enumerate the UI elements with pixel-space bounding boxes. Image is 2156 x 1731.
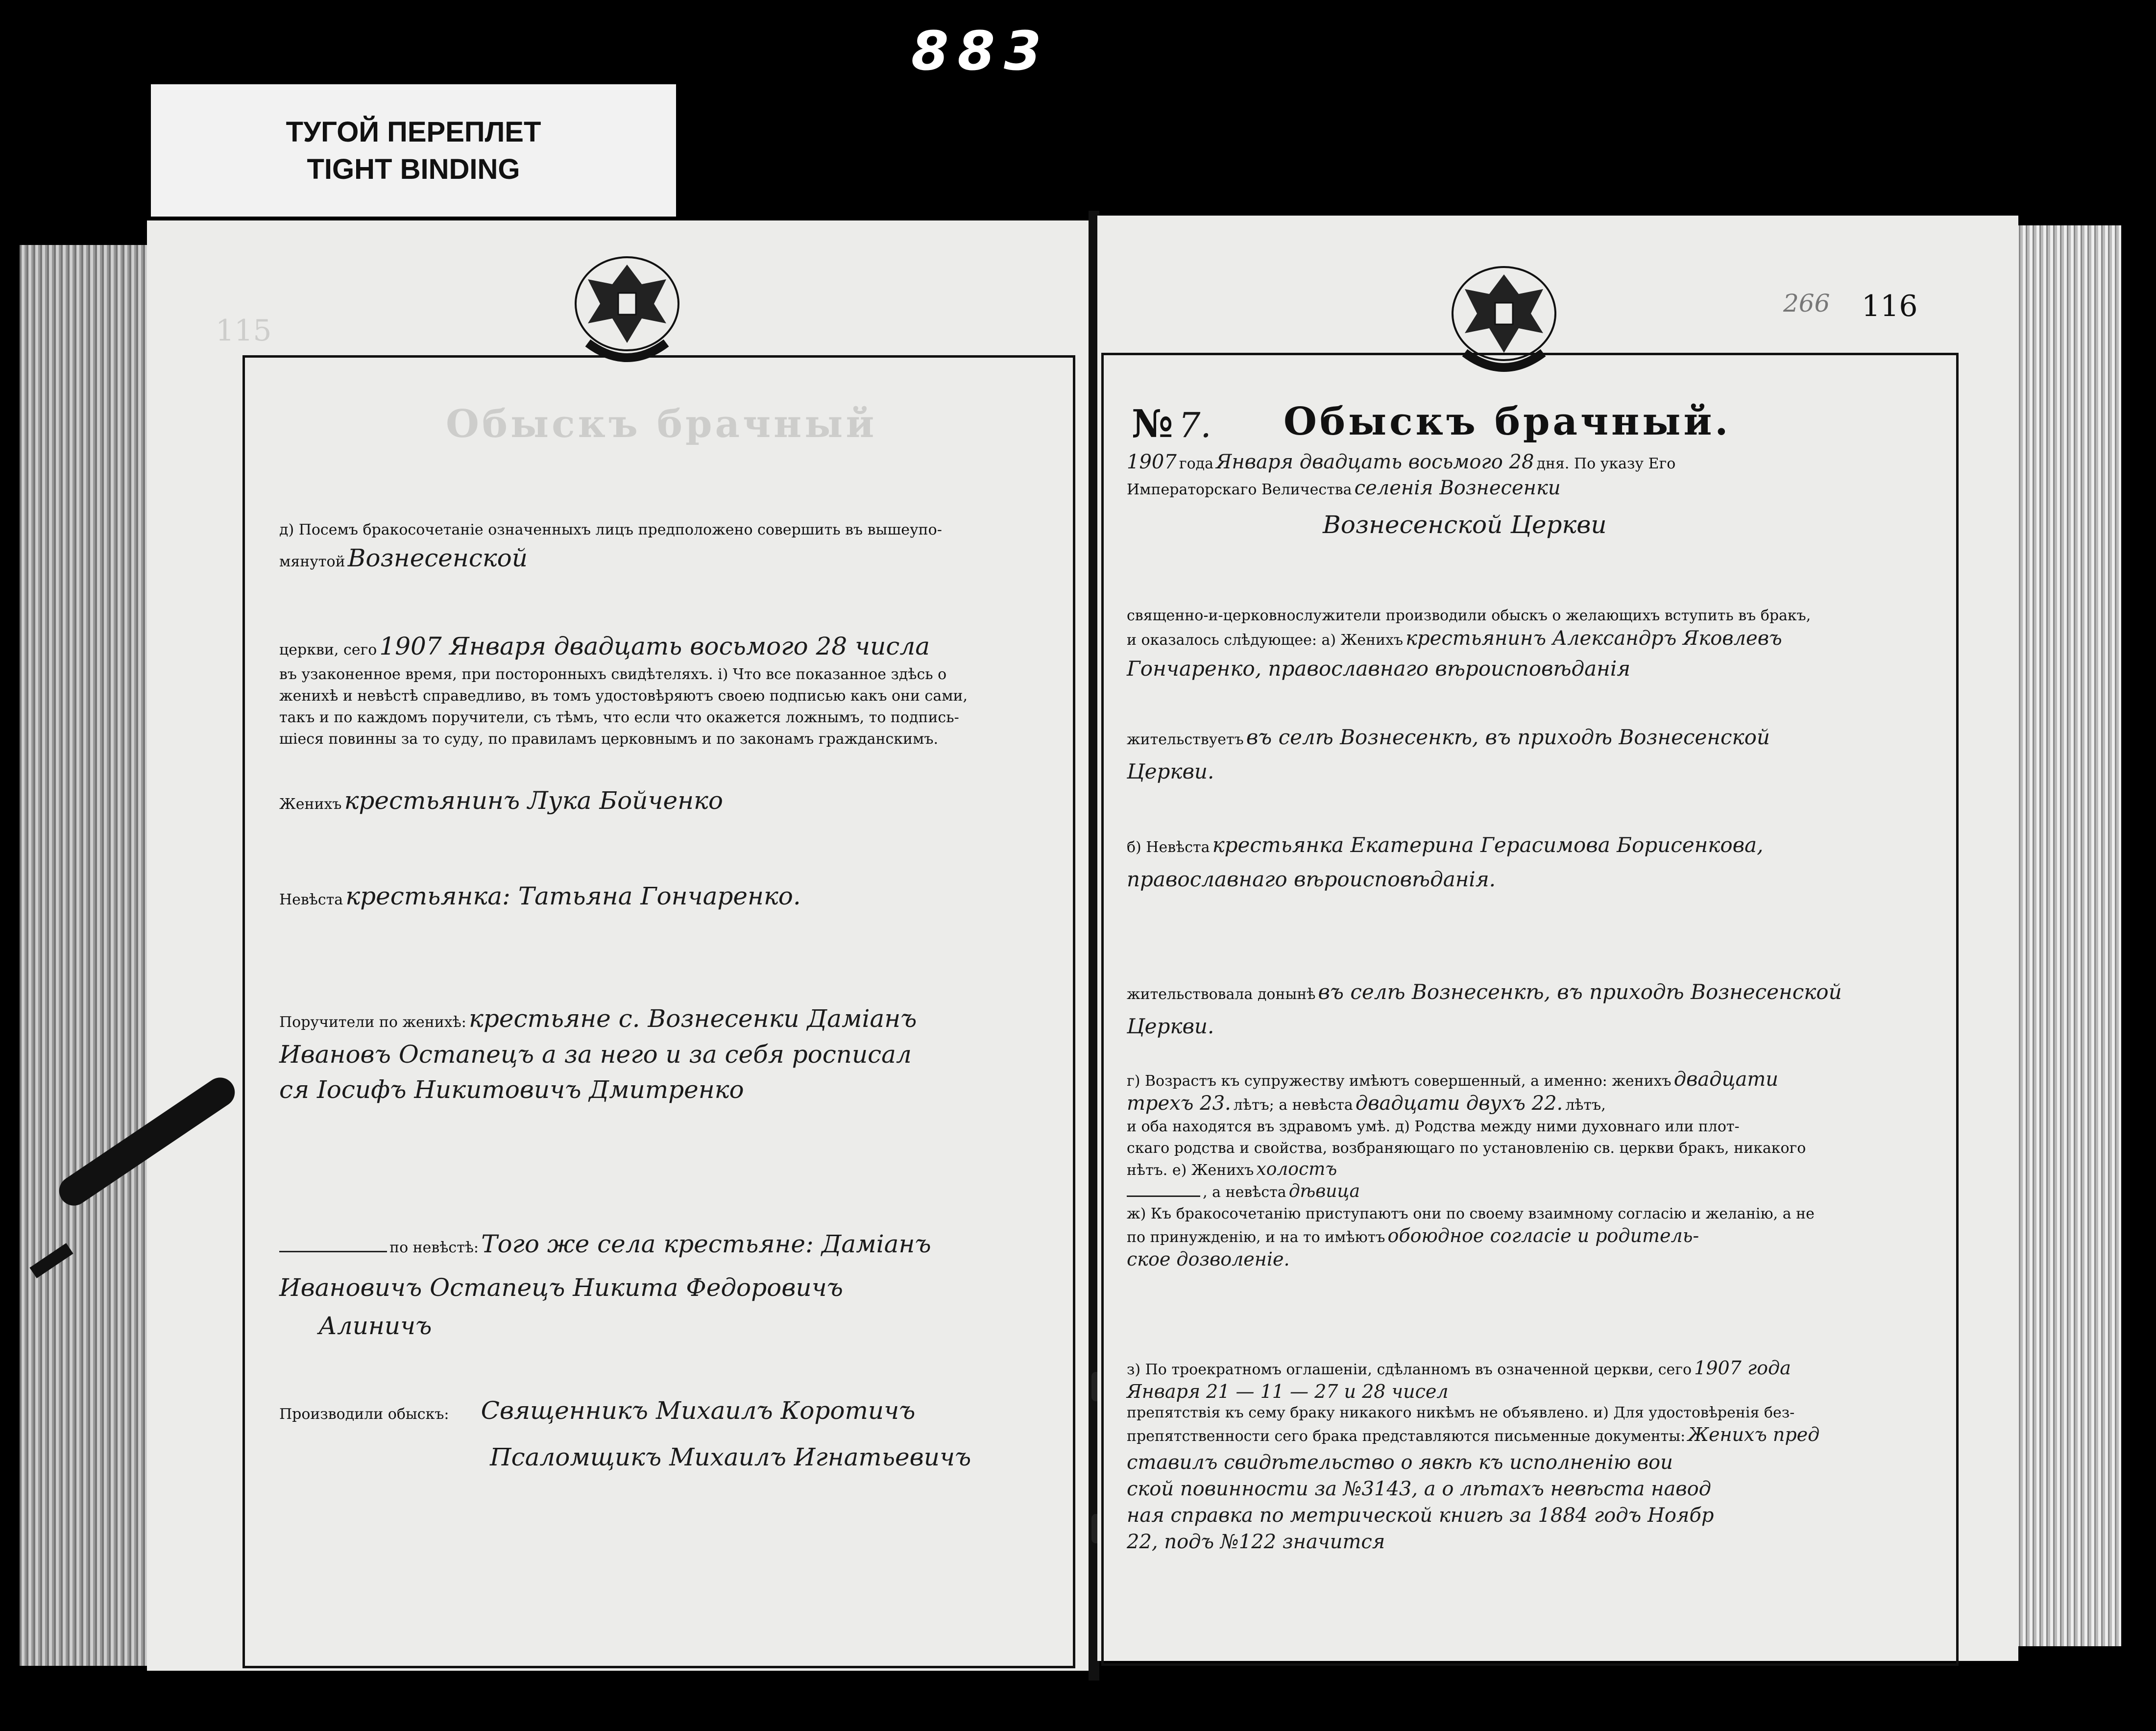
- banns-print: з) По троекратномъ оглашеніи, сдѣланномъ въ означенной церкви, сего: [1127, 1361, 1692, 1378]
- intro-block: [1127, 451, 1675, 539]
- time-paragraph: [279, 664, 968, 750]
- record-number-hand: 7.: [1178, 405, 1211, 445]
- page-title: Обыскъ брачный.: [1284, 399, 1731, 444]
- age-print: г) Возрастъ къ супружеству имѣютъ совершенный, а именно: женихъ: [1127, 1073, 1672, 1090]
- ghost-title: Обыскъ брачный: [446, 402, 877, 446]
- consent-hand2: ское дозволеніе.: [1127, 1248, 1290, 1270]
- intro-hand3: Вознесенской Церкви: [1323, 511, 1607, 539]
- guarantors-groom-print: Поручители по женихѣ:: [279, 1014, 466, 1031]
- intro-print-year: года: [1179, 455, 1214, 472]
- consent-print: ж) Къ бракосочетанію приступаютъ они по своему взаимному согласію и желанію, а не: [1127, 1205, 1815, 1222]
- groom-hand: крестьянинъ Лука Бойченко: [344, 786, 723, 815]
- clergy-line: священно-и-церковнослужители производили обыскъ о желающихъ вступить въ бракъ,: [1127, 607, 1811, 624]
- obstacle-print2: препятственности сего брака представляются письменные документы:: [1127, 1428, 1686, 1445]
- imperial-eagle-emblem: [568, 250, 686, 372]
- health-hand: холостъ: [1256, 1159, 1337, 1179]
- age-block: [1127, 1068, 1815, 1270]
- residence-print: жительствуетъ: [1127, 731, 1244, 748]
- church-line: [279, 632, 930, 661]
- page-edges-right: [2013, 225, 2121, 1646]
- paragraph-d: [279, 519, 1043, 573]
- paragraph-d-hand: Вознесенской: [347, 544, 528, 572]
- church-date-hand: 1907 Января двадцать восьмого 28 числа: [379, 632, 930, 660]
- page-edges-left: [20, 245, 157, 1666]
- conducted-by: [279, 1396, 971, 1471]
- guarantors-groom-hand-2: Ивановъ Остапецъ а за него и за себя росписал: [279, 1040, 912, 1069]
- found-hand: крестьянинъ Александръ Яковлевъ: [1405, 627, 1782, 650]
- bride-print: б) Невѣста: [1127, 839, 1210, 856]
- age-hand3: двадцати двухъ 22.: [1355, 1092, 1563, 1115]
- obstacle-hand: Женихъ пред: [1688, 1424, 1820, 1445]
- residence-hand: въ селѣ Вознесенкѣ, въ приходѣ Вознесенской: [1246, 725, 1770, 749]
- ghost-page-number: 115: [216, 314, 272, 348]
- obstacle-hand5: 22, подъ №122 значится: [1127, 1531, 1385, 1553]
- intro-hand-date: Января двадцать восьмого 28: [1216, 451, 1534, 473]
- conducted-print: Производили обыскъ:: [279, 1406, 449, 1423]
- time-line-2: женихѣ и невѣстѣ справедливо, въ томъ удостовѣряютъ своею подписью какъ они сами,: [279, 687, 968, 705]
- time-line-3: такъ и по каждомъ поручители, съ тѣмъ, что если что окажется ложнымъ, то подпись-: [279, 709, 959, 726]
- bride-print: Невѣста: [279, 891, 343, 908]
- church-print: церкви, сего: [279, 641, 377, 658]
- conducted-hand-2: Псаломщикъ Михаилъ Игнатьевичъ: [490, 1443, 971, 1471]
- age-hand2: трехъ 23.: [1127, 1092, 1231, 1115]
- guarantors-bride-hand-1: Того же села крестьяне: Даміанъ: [481, 1230, 931, 1258]
- pencil-page-number: 266: [1783, 289, 1830, 317]
- intro-hand2: селенія Вознесенки: [1354, 477, 1561, 499]
- paragraph-d-print: д) Посемъ бракосочетаніе означенныхъ лицъ предположено совершить въ вышеупо-: [279, 521, 942, 538]
- consent-print2: по принужденію, и на то имѣютъ: [1127, 1229, 1385, 1246]
- groom-line: [279, 786, 723, 815]
- residence-line: [1127, 725, 1770, 751]
- binding-label: [151, 84, 676, 217]
- health-print2: скаго родства и свойства, возбраняющаго по установленію св. церкви бракъ, никакого: [1127, 1140, 1806, 1157]
- banns-block: [1127, 1357, 1819, 1553]
- conducted-hand-1: Священникъ Михаилъ Коротичъ: [481, 1396, 916, 1425]
- guarantors-groom-hand-1: крестьяне с. Вознесенки Даміанъ: [469, 1004, 917, 1033]
- bride-line: [1127, 833, 1763, 858]
- guarantors-groom: [279, 1004, 917, 1104]
- residence-hand2: Церкви.: [1127, 759, 1214, 783]
- record-number-prefix: №: [1132, 402, 1176, 446]
- right-page: [1097, 216, 2018, 1661]
- guarantors-bride-hand-3: Алиничъ: [318, 1312, 432, 1340]
- intro-print2: Императорскаго Величества: [1127, 481, 1352, 498]
- age-hand: двадцати: [1673, 1068, 1779, 1091]
- health-dash: [1127, 1195, 1200, 1197]
- left-page: [147, 220, 1092, 1671]
- health-print4: , а невѣста: [1203, 1184, 1286, 1201]
- bride-residence-hand: въ селѣ Вознесенкѣ, въ приходѣ Вознесенской: [1318, 980, 1842, 1004]
- health-print: и оба находятся въ здравомъ умѣ. д) Родства между ними духовнаго или плот-: [1127, 1118, 1740, 1135]
- bride-hand2: православнаго вѣроисповѣданія.: [1127, 867, 1496, 891]
- intro-hand-year: 1907: [1127, 451, 1177, 473]
- obstacle-hand3: ской повинности за №3143, а о лѣтахъ невѣста навод: [1127, 1478, 1712, 1500]
- obstacle-hand2: ставилъ свидѣтельство о явкѣ къ исполненію вои: [1127, 1451, 1673, 1474]
- record-number: [1132, 402, 1211, 446]
- obstacle-print: препятствія къ сему браку никакого никѣмъ не объявлено. и) Для удостовѣренія без-: [1127, 1404, 1795, 1421]
- bride-hand: крестьянка: Татьяна Гончаренко.: [345, 882, 801, 910]
- intro-print-date: дня. По указу Его: [1536, 455, 1676, 472]
- guarantors-bride: [279, 1230, 931, 1340]
- guarantors-bride-print: по невѣстѣ:: [389, 1239, 479, 1256]
- guarantors-groom-hand-3: ся Іосифъ Никитовичъ Дмитренко: [279, 1075, 744, 1104]
- bride-line: [279, 882, 801, 911]
- page-number: 116: [1862, 289, 1918, 323]
- groom-print: Женихъ: [279, 796, 342, 813]
- time-line-1: въ узаконенное время, при посторонныхъ свидѣтеляхъ. і) Что все показанное здѣсь о: [279, 666, 947, 683]
- health-hand2: дѣвица: [1288, 1181, 1360, 1201]
- found-line: [1127, 627, 1782, 651]
- found-hand2: Гончаренко, православнаго вѣроисповѣданія: [1127, 657, 1631, 681]
- guarantors-bride-dash: [279, 1251, 387, 1252]
- frame-number: 883: [911, 20, 1050, 82]
- age-print2: лѣтъ; а невѣста: [1233, 1097, 1353, 1114]
- guarantors-bride-hand-2: Ивановичъ Остапецъ Никита Федоровичъ: [279, 1273, 844, 1302]
- binding-label-russian: ТУГОЙ ПЕРЕПЛЕТ: [286, 116, 541, 148]
- binding-label-english: TIGHT BINDING: [307, 153, 520, 185]
- banns-hand: 1907 года: [1694, 1357, 1791, 1379]
- paragraph-d-print2: мянутой: [279, 553, 345, 570]
- found-print: и оказалось слѣдующее: а) Женихъ: [1127, 632, 1404, 649]
- time-line-4: шіеся повинны за то суду, по правиламъ церковнымъ и по законамъ гражданскимъ.: [279, 731, 939, 748]
- obstacle-hand4: ная справка по метрической книгѣ за 1884 годъ Ноябр: [1127, 1504, 1714, 1527]
- bride-residence-hand2: Церкви.: [1127, 1014, 1214, 1038]
- banns-hand2: Января 21 — 11 — 27 и 28 чисел: [1127, 1381, 1449, 1402]
- bride-residence-line: [1127, 980, 1842, 1005]
- consent-hand: обоюдное согласіе и родитель-: [1387, 1225, 1699, 1246]
- imperial-eagle-emblem: [1445, 260, 1563, 382]
- age-print3: лѣтъ,: [1565, 1097, 1606, 1114]
- health-print3: нѣтъ. е) Женихъ: [1127, 1162, 1254, 1179]
- bride-hand: крестьянка Екатерина Герасимова Борисенкова,: [1212, 833, 1764, 857]
- bride-residence-print: жительствовала донынѣ: [1127, 986, 1316, 1003]
